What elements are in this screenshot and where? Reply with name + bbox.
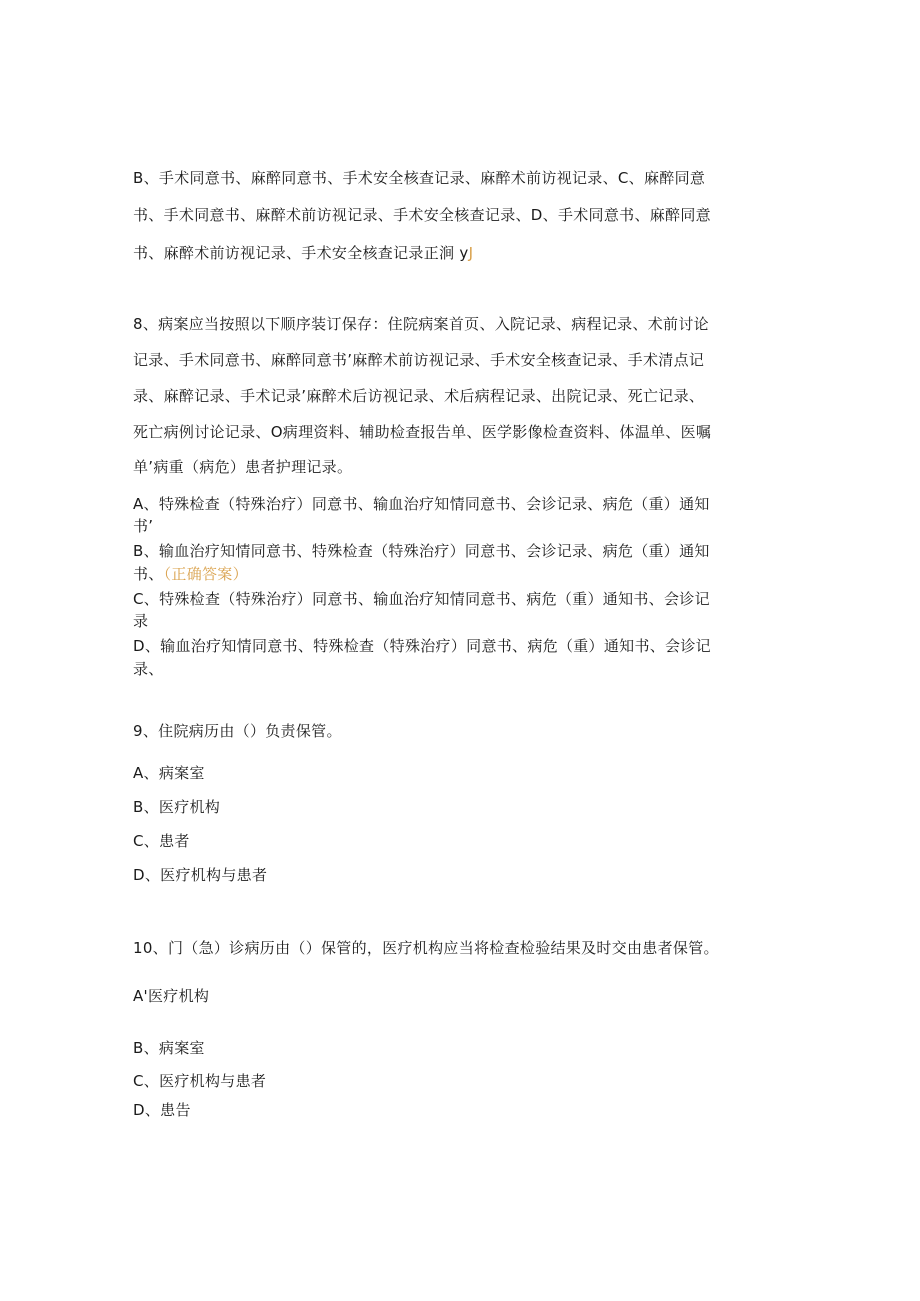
q8-option-b-line-1: B、输血治疗知情同意书、特殊检查（特殊治疗）同意书、会诊记录、病危（重）通知 (133, 542, 710, 560)
q7-answer-mark: J (468, 244, 474, 262)
q8-stem-line-3: 录、麻醉记录、手术记录’麻醉术后访视记录、术后病程记录、出院记录、死亡记录、 (133, 387, 705, 405)
q8-option-a-line-2: 书’ (133, 517, 154, 535)
q8-stem-line-2: 记录、手术同意书、麻醉同意书’麻醉术前访视记录、手术安全核查记录、手术清点记 (133, 351, 705, 369)
q10-option-b: B、病案室 (133, 1039, 205, 1057)
q10-stem: 10、门（急）诊病历由（）保管的，医疗机构应当将检查检验结果及时交由患者保管。 (133, 939, 719, 957)
q9-option-d: D、医疗机构与患者 (133, 866, 268, 884)
q7-line-2: 书、手术同意书、麻醉术前访视记录、手术安全核查记录、D、手术同意书、麻醉同意 (133, 206, 711, 224)
q8-stem-line-5: 单’病重（病危）患者护理记录。 (133, 458, 353, 476)
q10-option-d: D、患告 (133, 1101, 191, 1119)
q8-option-c-line-2: 录 (133, 612, 149, 630)
q7-line-1: B、手术同意书、麻醉同意书、手术安全核查记录、麻醉术前访视记录、C、麻醉同意 (133, 169, 706, 187)
q8-option-b-text: 书、 (133, 565, 164, 583)
q8-stem-line-4: 死亡病例讨论记录、O病理资料、辅助检查报告单、医学影像检查资料、体温单、医嘱 (133, 423, 712, 441)
q8-option-a-line-1: A、特殊检查（特殊治疗）同意书、输血治疗知情同意书、会诊记录、病危（重）通知 (133, 495, 710, 513)
q8-option-c-line-1: C、特殊检查（特殊治疗）同意书、输血治疗知情同意书、病危（重）通知书、会诊记 (133, 590, 710, 608)
q9-option-c: C、患者 (133, 832, 190, 850)
q8-option-b-line-2 (133, 564, 248, 584)
q8-option-d-line-2: 录、 (133, 660, 164, 678)
q9-stem: 9、住院病历由（）负责保管。 (133, 722, 342, 740)
q7-line-3-text: 书、麻醉术前访视记录、手术安全核查记录正涧 y (133, 244, 469, 262)
correct-answer-label: （正确答案） (163, 565, 248, 583)
q9-option-b: B、医疗机构 (133, 798, 221, 816)
q9-option-a: A、病案室 (133, 764, 205, 782)
q8-stem-line-1: 8、病案应当按照以下顺序装订保存：住院病案首页、入院记录、病程记录、术前讨论 (133, 315, 709, 333)
q8-option-d-line-1: D、输血治疗知情同意书、特殊检查（特殊治疗）同意书、病危（重）通知书、会诊记 (133, 637, 711, 655)
q10-option-c: C、医疗机构与患者 (133, 1072, 267, 1090)
q10-option-a: A'医疗机构 (133, 987, 210, 1005)
q7-line-3 (133, 243, 473, 263)
